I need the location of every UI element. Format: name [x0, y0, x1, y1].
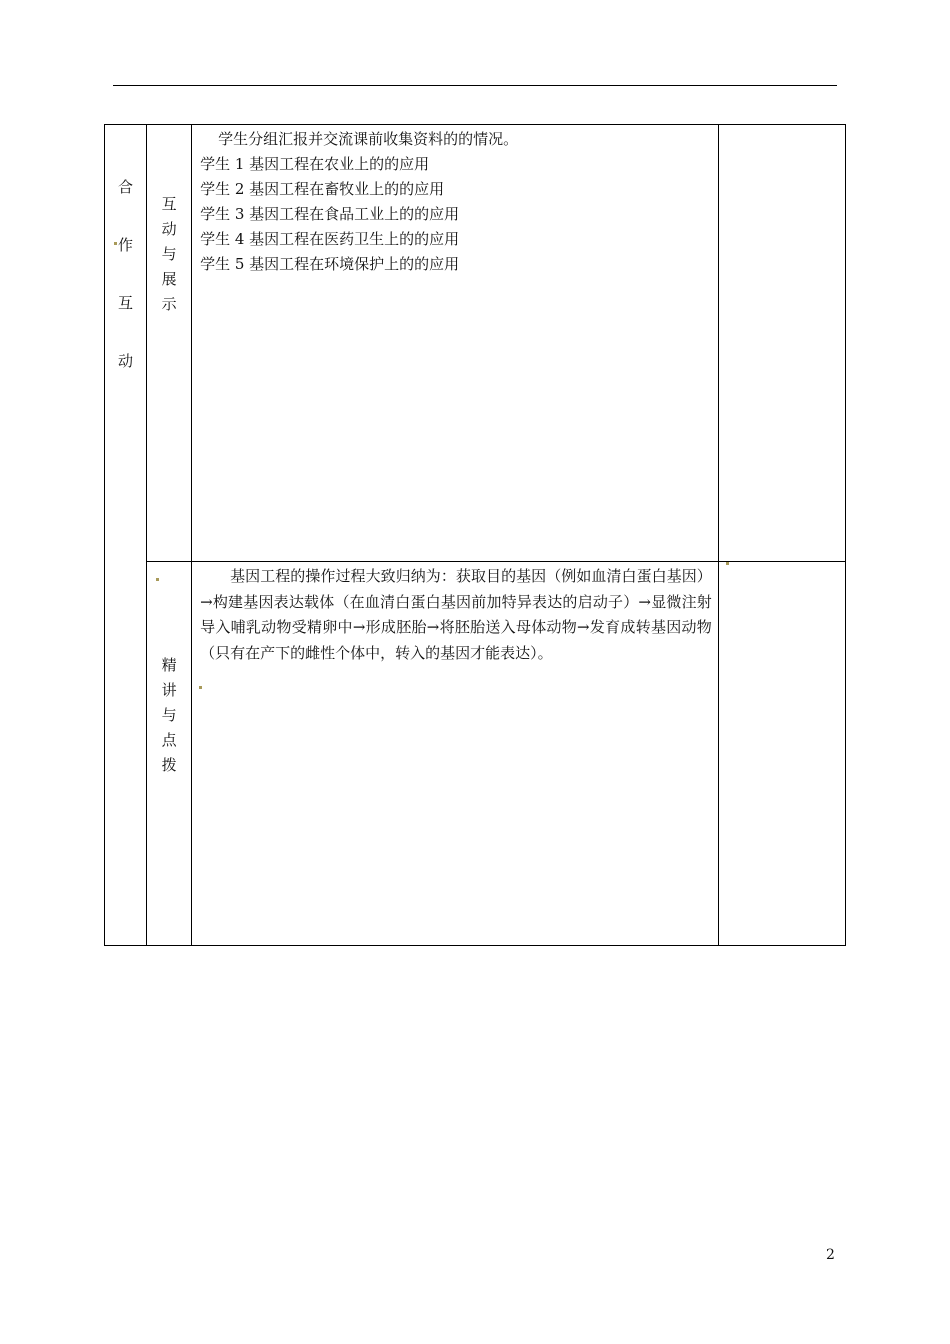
scan-mark — [156, 578, 159, 581]
table-row-interaction — [105, 125, 846, 562]
lesson-table — [104, 124, 846, 946]
step-cell-interaction — [147, 125, 192, 562]
content-cell-explanation — [192, 562, 719, 946]
step-label-interaction: 互 动 与 展 示 — [161, 195, 177, 313]
list-item: 学生 3 基因工程在食品工业上的的应用 — [200, 205, 460, 223]
step-cell-explanation — [147, 562, 192, 946]
phase-cell — [105, 125, 147, 946]
scan-mark — [114, 242, 117, 245]
student-report-list — [192, 125, 718, 277]
list-item: 学生分组汇报并交流课前收集资料的的情况。 — [218, 130, 519, 148]
page-number: 2 — [826, 1247, 835, 1263]
header-rule — [113, 85, 837, 86]
notes-cell-interaction — [718, 125, 845, 562]
list-item: 学生 1 基因工程在农业上的的应用 — [200, 155, 430, 173]
notes-cell-explanation — [718, 562, 845, 946]
phase-label: 合 作 互 动 — [118, 178, 134, 370]
list-item: 学生 5 基因工程在环境保护上的的应用 — [200, 255, 460, 273]
table-row-explanation — [105, 562, 846, 946]
list-item: 学生 2 基因工程在畜牧业上的的应用 — [200, 180, 445, 198]
explanation-paragraph: 基因工程的操作过程大致归纳为：获取目的基因（例如血清白蛋白基因）→构建基因表达载体（在血清白蛋白基因前加特异表达的启动子）→显微注射导入哺乳动物受精卵中→形成胚胎→将胚胎送入母体动物→发育成转基因动物（只有在产下的雌性个体中，转入的基因才能表达）。 — [200, 567, 712, 662]
scan-mark — [199, 686, 202, 689]
list-item: 学生 4 基因工程在医药卫生上的的应用 — [200, 230, 460, 248]
scan-mark — [726, 562, 729, 565]
content-cell-interaction — [192, 125, 719, 562]
step-label-explanation: 精 讲 与 点 拨 — [161, 656, 177, 774]
